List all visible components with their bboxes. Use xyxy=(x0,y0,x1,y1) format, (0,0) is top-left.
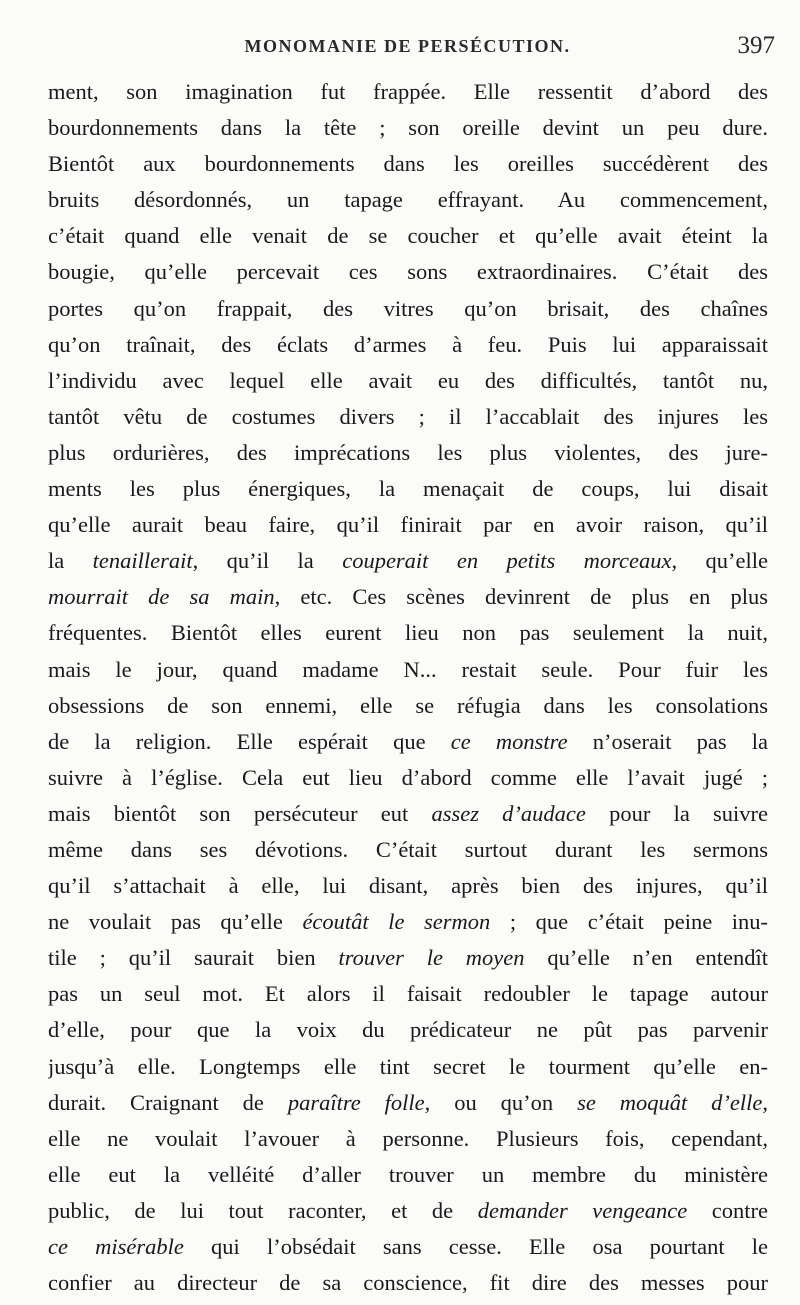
text-segment: bourdonnements dans la tête ; son oreille devint un peu dure. xyxy=(48,115,768,141)
italic-segment: ce misérable xyxy=(48,1234,184,1259)
text-line xyxy=(48,327,768,363)
page-number: 397 xyxy=(737,32,775,59)
text-segment: plus ordurières, des imprécations les plus violentes, des jure- xyxy=(48,439,768,465)
text-segment: , qu’il la xyxy=(192,548,343,574)
text-line xyxy=(48,688,768,724)
text-segment: qu’il s’attachait à elle, lui disant, après bien des injures, qu’il xyxy=(48,873,768,899)
text-segment: pour la suivre xyxy=(585,800,768,826)
text-segment: suivre à l’église. Cela eut lieu d’abord comme elle l’avait jugé ; xyxy=(48,764,768,790)
text-line xyxy=(48,74,768,110)
text-segment: la xyxy=(48,548,93,574)
text-segment: n’oserait pas la xyxy=(567,728,768,754)
text-segment: tantôt vêtu de costumes divers ; il l’accablait des injures les xyxy=(48,403,768,429)
text-segment: qu’on traînait, des éclats d’armes à feu. Puis lui apparaissait xyxy=(48,331,768,357)
text-line xyxy=(48,1012,768,1048)
text-segment: bruits désordonnés, un tapage effrayant. Au commencement, xyxy=(48,187,768,213)
text-segment: qui l’obsédait sans cesse. Elle osa pourtant le xyxy=(183,1234,768,1259)
text-line xyxy=(48,110,768,146)
text-line xyxy=(48,363,768,399)
text-line xyxy=(48,1121,768,1157)
italic-segment: écoutât le sermon xyxy=(302,909,491,935)
text-segment: pas un seul mot. Et alors il faisait redoubler le tapage autour xyxy=(48,981,768,1007)
text-line xyxy=(48,1157,768,1193)
text-segment: mais bientôt son persécuteur eut xyxy=(48,800,432,826)
italic-segment: demander vengeance xyxy=(477,1197,688,1223)
text-segment: qu’elle n’en entendît xyxy=(524,945,768,971)
text-line xyxy=(48,579,768,615)
text-line xyxy=(48,760,768,796)
text-segment: durait. Craignant de xyxy=(48,1089,288,1115)
text-line xyxy=(48,796,768,832)
text-segment: d’elle, pour que la voix du prédicateur ne pût pas parvenir xyxy=(48,1017,768,1043)
text-line xyxy=(48,940,768,976)
text-segment: ment, son imagination fut frappée. Elle ressentit d’abord des xyxy=(48,79,768,104)
text-segment: obsessions de son ennemi, elle se réfugia dans les consolations xyxy=(48,692,768,718)
text-segment: Bientôt aux bourdonnements dans les oreilles succédèrent des xyxy=(48,151,768,177)
text-line xyxy=(48,507,768,543)
text-segment: ; que c’était peine inu- xyxy=(490,909,768,935)
running-title: MONOMANIE DE PERSÉCUTION. xyxy=(244,36,571,56)
text-segment: portes qu’on frappait, des vitres qu’on brisait, des chaînes xyxy=(48,295,768,321)
text-line xyxy=(48,868,768,904)
text-line xyxy=(48,218,768,254)
text-segment: mais le jour, quand madame N... restait seule. Pour fuir les xyxy=(48,656,768,682)
text-line xyxy=(48,1193,768,1229)
italic-segment: tenaillerait xyxy=(92,548,193,574)
text-segment: ments les plus énergiques, la menaçait de coups, lui disait xyxy=(48,476,768,502)
text-line xyxy=(48,291,768,327)
text-line xyxy=(48,976,768,1012)
text-segment: jusqu’à elle. Longtemps elle tint secret le tourment qu’elle en- xyxy=(48,1053,768,1079)
text-line xyxy=(48,904,768,940)
text-segment: confier au directeur de sa conscience, fit dire des messes pour xyxy=(48,1270,768,1296)
text-segment: elle ne voulait l’avouer à personne. Plusieurs fois, cependant, xyxy=(48,1125,768,1151)
text-segment: , etc. Ces scènes devinrent de plus en plus xyxy=(274,584,768,610)
text-line xyxy=(48,146,768,182)
italic-segment: se moquât d’elle xyxy=(577,1089,763,1115)
text-line xyxy=(48,399,768,435)
italic-segment: assez d’audace xyxy=(431,800,586,826)
text-segment: , qu’elle xyxy=(671,548,768,574)
text-line xyxy=(48,1265,768,1301)
text-segment: public, de lui tout raconter, et de xyxy=(48,1197,478,1223)
text-segment: fréquentes. Bientôt elles eurent lieu non pas seulement la nuit, xyxy=(48,620,768,646)
text-segment: ne voulait pas qu’elle xyxy=(48,909,303,935)
text-line xyxy=(48,1085,768,1121)
text-segment: , ou qu’on xyxy=(424,1089,578,1115)
text-segment: qu’elle aurait beau faire, qu’il finirait par en avoir raison, qu’il xyxy=(48,512,768,538)
text-segment: de la religion. Elle espérait que xyxy=(48,728,451,754)
text-line xyxy=(48,182,768,218)
text-line xyxy=(48,652,768,688)
text-segment: contre xyxy=(687,1197,768,1223)
text-line xyxy=(48,615,768,651)
text-segment: même dans ses dévotions. C’était surtout durant les sermons xyxy=(48,836,768,862)
text-segment: bougie, qu’elle percevait ces sons extraordinaires. C’était des xyxy=(48,259,768,285)
text-line xyxy=(48,832,768,868)
running-head xyxy=(40,30,775,64)
text-line xyxy=(48,435,768,471)
text-segment: l’individu avec lequel elle avait eu des difficultés, tantôt nu, xyxy=(48,367,768,393)
italic-segment: ce monstre xyxy=(450,728,568,754)
italic-segment: paraître folle xyxy=(287,1089,425,1115)
text-segment: c’était quand elle venait de se coucher et qu’elle avait éteint la xyxy=(48,223,768,249)
text-line xyxy=(48,1049,768,1085)
text-line xyxy=(48,543,768,579)
text-line xyxy=(48,471,768,507)
italic-segment: trouver le moyen xyxy=(338,945,525,971)
text-segment: elle eut la velléité d’aller trouver un membre du ministère xyxy=(48,1161,768,1187)
text-segment: tile ; qu’il saurait bien xyxy=(48,945,339,971)
text-line xyxy=(48,724,768,760)
text-segment: , xyxy=(762,1089,768,1115)
italic-segment: mourrait de sa main xyxy=(48,584,275,610)
text-line xyxy=(48,254,768,290)
text-line xyxy=(48,1229,768,1265)
italic-segment: couperait en petits morceaux xyxy=(342,548,672,574)
body-text xyxy=(48,74,768,1301)
